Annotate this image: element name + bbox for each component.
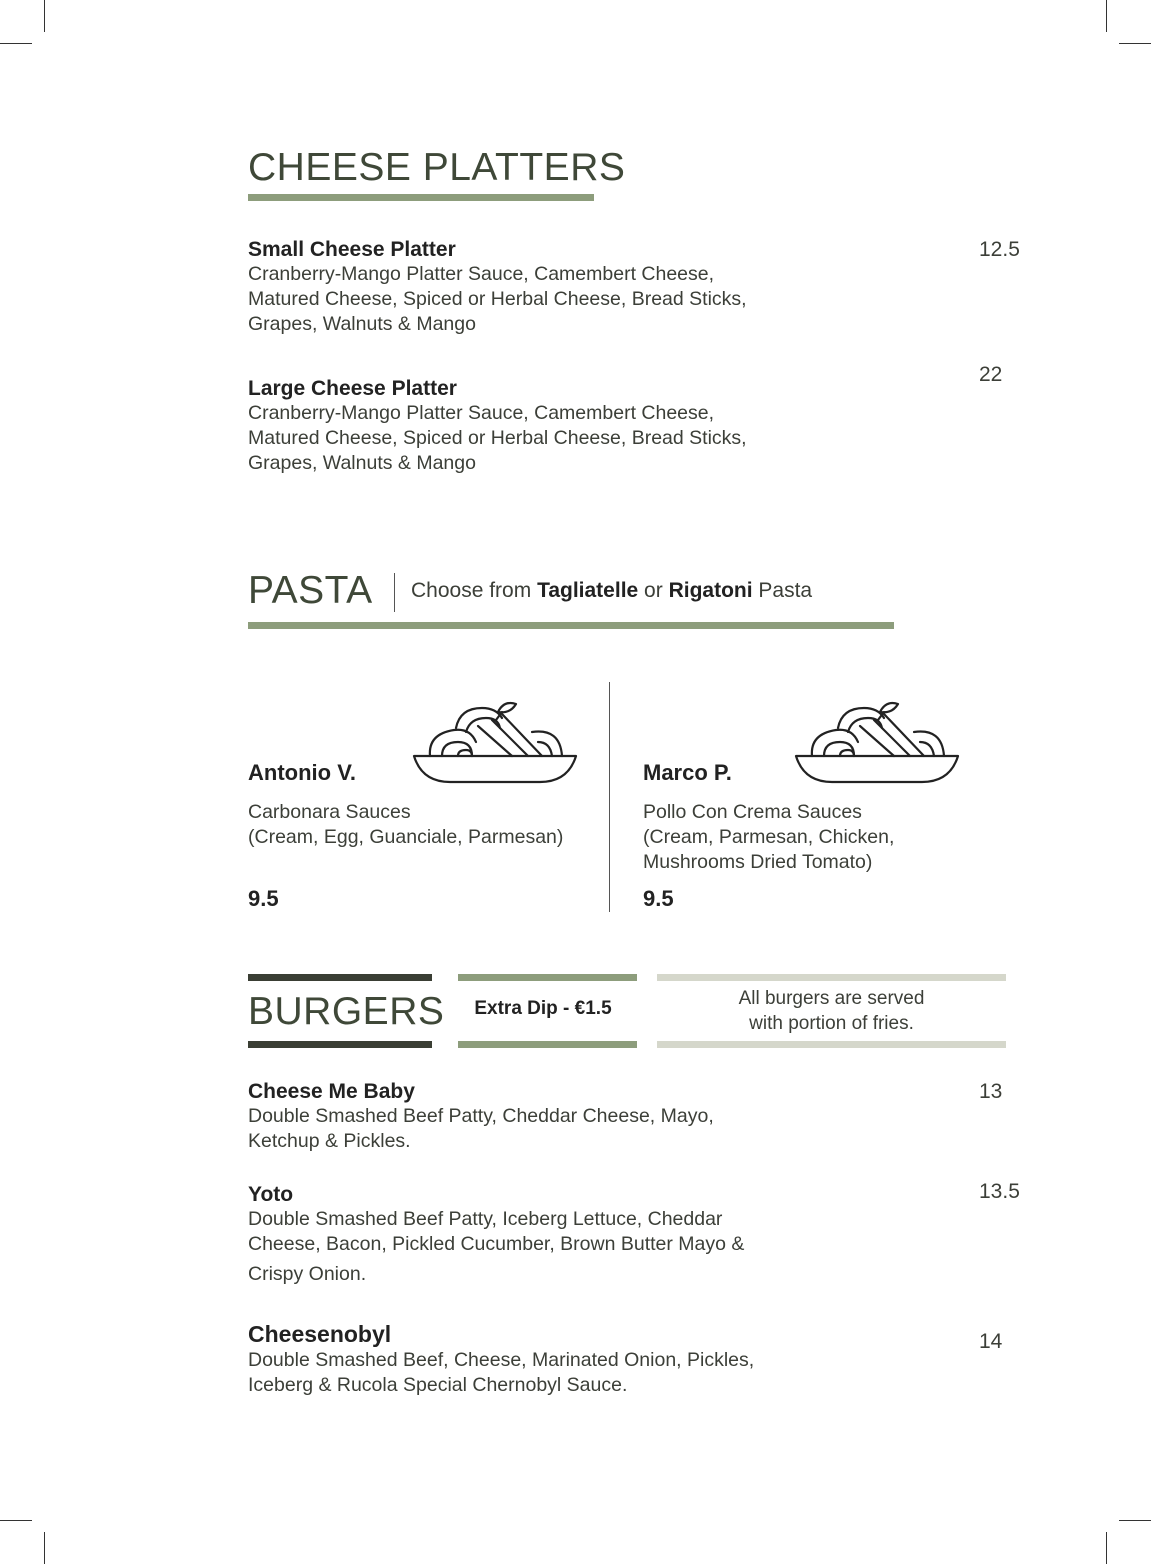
cheese-item (248, 377, 747, 476)
item-desc-line: Double Smashed Beef Patty, Iceberg Lettuce, Cheddar (248, 1208, 723, 1230)
burger-item (248, 1080, 714, 1154)
item-desc-line: Double Smashed Beef, Cheese, Marinated Onion, Pickles, (248, 1349, 755, 1371)
pasta-item-desc (643, 800, 894, 875)
crop-mark (1119, 43, 1151, 44)
crop-mark (1106, 1532, 1107, 1564)
item-name: Cheese Me Baby (248, 1080, 415, 1103)
item-desc-line: (Cream, Parmesan, Chicken, (643, 826, 895, 848)
pasta-bowl-icon (794, 698, 960, 786)
cheese-title-underline (248, 194, 594, 201)
item-desc-line: (Cream, Egg, Guanciale, Parmesan) (248, 826, 564, 848)
pasta-item-price: 9.5 (643, 886, 674, 911)
subtitle-text: Pasta (752, 579, 813, 602)
item-price: 14 (979, 1330, 1003, 1353)
item-desc-line: Cheese, Bacon, Pickled Cucumber, Brown Butter Mayo & (248, 1233, 745, 1255)
pasta-item-price: 9.5 (248, 886, 279, 911)
burgers-section-title: BURGERS (248, 990, 445, 1033)
item-price: 13.5 (979, 1180, 1020, 1203)
item-name: Small Cheese Platter (248, 238, 456, 261)
crop-mark (0, 1520, 32, 1521)
item-price: 13 (979, 1080, 1003, 1103)
pasta-option: Rigatoni (668, 579, 753, 602)
pasta-title-underline (248, 622, 894, 629)
item-name: Yoto (248, 1183, 294, 1206)
crop-mark (1106, 0, 1107, 32)
item-desc-line: Crispy Onion. (248, 1263, 367, 1285)
pasta-bowl-icon (412, 698, 578, 786)
item-price: 22 (979, 363, 1003, 386)
burgers-note-bar-bottom (657, 1041, 1006, 1048)
extra-dip-bar-bottom (458, 1041, 637, 1048)
item-desc-line: Iceberg & Rucola Special Chernobyl Sauce. (248, 1374, 628, 1396)
pasta-option: Tagliatelle (537, 579, 639, 602)
cheese-item (248, 238, 747, 337)
burger-item (248, 1183, 744, 1287)
subtitle-text: or (638, 579, 669, 602)
item-desc-line: Carbonara Sauces (248, 801, 411, 823)
note-line: All burgers are served (738, 988, 925, 1009)
item-name: Cheesenobyl (248, 1321, 392, 1347)
crop-mark (1119, 1520, 1151, 1521)
item-desc-line: Cranberry-Mango Platter Sauce, Camembert Cheese, (248, 263, 715, 285)
pasta-subtitle (411, 579, 812, 603)
extra-dip-label: Extra Dip - €1.5 (474, 998, 612, 1019)
subtitle-text: Choose from (411, 579, 538, 602)
item-desc-line: Double Smashed Beef Patty, Cheddar Cheese, Mayo, (248, 1105, 714, 1127)
pasta-item-desc (248, 800, 563, 850)
item-desc-line: Ketchup & Pickles. (248, 1130, 411, 1152)
item-desc-line: Cranberry-Mango Platter Sauce, Camembert Cheese, (248, 402, 715, 424)
item-name: Large Cheese Platter (248, 377, 457, 400)
burgers-title-bar-bottom (248, 1041, 432, 1048)
extra-dip-bar-top (458, 974, 637, 981)
item-desc-line: Grapes, Walnuts & Mango (248, 452, 476, 474)
burgers-note (657, 986, 1006, 1036)
item-price: 12.5 (979, 238, 1020, 261)
pasta-item-name: Marco P. (643, 760, 732, 785)
pasta-column-divider (609, 682, 610, 912)
crop-mark (44, 1532, 45, 1564)
crop-mark (44, 0, 45, 32)
burgers-title-bar-top (248, 974, 432, 981)
item-desc-line: Mushrooms Dried Tomato) (643, 851, 873, 873)
cheese-section-title: CHEESE PLATTERS (248, 146, 626, 189)
crop-mark (0, 43, 32, 44)
note-line: with portion of fries. (749, 1013, 914, 1034)
pasta-title-divider (394, 573, 395, 612)
burger-item (248, 1321, 754, 1398)
pasta-section-title: PASTA (248, 569, 373, 612)
burgers-note-bar-top (657, 974, 1006, 981)
pasta-item-name: Antonio V. (248, 760, 356, 785)
item-desc-line: Matured Cheese, Spiced or Herbal Cheese, Bread Sticks, (248, 288, 747, 310)
item-desc-line: Grapes, Walnuts & Mango (248, 313, 476, 335)
item-desc-line: Pollo Con Crema Sauces (643, 801, 862, 823)
item-desc-line: Matured Cheese, Spiced or Herbal Cheese, Bread Sticks, (248, 427, 747, 449)
